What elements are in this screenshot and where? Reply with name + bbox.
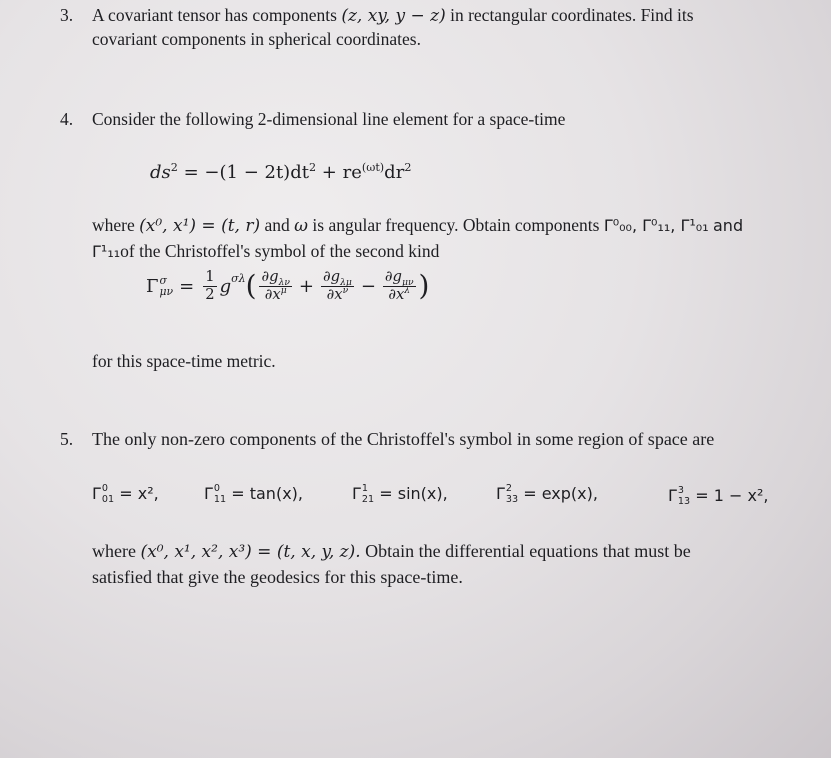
problem-5-line-1-end: Obtain the differential equations that must be: [365, 541, 691, 561]
problem-3-text-a: A covariant tensor has components: [92, 5, 337, 25]
where-text-a: where: [92, 215, 135, 235]
formula-gamma: Γ: [146, 275, 159, 297]
problem-4-where-line: [92, 214, 743, 237]
gamma-component-5: Γ 3 13 = 1 − x²,: [668, 485, 769, 507]
term2-num-sub: λμ: [340, 277, 352, 288]
term3-num-sub: μν: [402, 277, 414, 288]
half-denominator: 2: [205, 285, 215, 303]
line-element-lhs: ds: [150, 162, 171, 183]
term1-num-sub: λν: [278, 277, 290, 288]
half-numerator: 1: [205, 267, 215, 285]
line-element-rhs-c: dr: [384, 162, 405, 183]
term1-den-sup: μ: [280, 285, 287, 296]
term2-num: ∂g: [323, 267, 341, 285]
metric-g: g: [219, 275, 232, 297]
formula-minus: −: [360, 275, 376, 297]
problem-4-number: 4.: [60, 109, 74, 129]
problem-3-number: 3.: [60, 5, 74, 25]
problem-3-components: (z, xy, y − z): [341, 6, 446, 26]
problem-3-line-1: [92, 4, 694, 27]
problem-5-number: 5.: [60, 429, 74, 449]
problem-5-line-2: satisfied that give the geodesics for this space-time.: [92, 567, 463, 587]
formula-gamma-down: μν: [159, 285, 174, 298]
term1-num: ∂g: [261, 267, 279, 285]
where-text-c: is angular frequency. Obtain components: [312, 215, 600, 235]
gamma-component-1: Γ 0 01 = x²,: [92, 483, 159, 505]
gamma-111: Γ¹₁₁: [92, 242, 121, 261]
term2-den-sup: ν: [342, 285, 349, 296]
line-element-rhs-b: + re: [316, 162, 362, 183]
christoffel-formula: Γ σ μν = $\frac{1}{2}$ g $^{\sigma\lambda}$ ( $\frac{\partial g_{\lambda\nu}}{\partial x^\mu}$ + $\frac{\partial g_{\lambda\mu}}{\partial x^\nu}$ − $\frac{\partial g_{\mu\nu}}{\partial x^\lambda}$ ): [146, 267, 430, 303]
line-element-rhs-a: = −(1 − 2t)dt: [183, 162, 309, 183]
line-element-equation: $ds^2 = -(1 - 2t)dt^2 + re^{(\omega t)}dr^2$: [150, 161, 412, 183]
problem-3-text-b: in rectangular coordinates. Find its: [450, 5, 694, 25]
term2-den: ∂x: [326, 285, 343, 303]
gamma-component-3: Γ 1 21 = sin(x),: [352, 483, 448, 505]
problem-5-intro: The only non-zero components of the Christoffel's symbol in some region of space are: [92, 429, 715, 449]
formula-equals: =: [179, 275, 195, 297]
term3-num: ∂g: [384, 267, 402, 285]
problem-4-line-2-text: of the Christoffel's symbol of the second kind: [120, 241, 440, 261]
coordinates-4d: (x⁰, x¹, x², x³) = (t, x, y, z).: [140, 542, 361, 562]
term1-den: ∂x: [264, 285, 281, 303]
gamma-component-4: Γ 2 33 = exp(x),: [496, 483, 598, 505]
where-text-b: and: [264, 215, 290, 235]
problem-4-line-2: [92, 240, 439, 263]
term3-den: ∂x: [388, 285, 405, 303]
problem-3-line-2: covariant components in spherical coordinates.: [92, 29, 421, 49]
formula-gamma-up: σ: [159, 273, 167, 287]
problem-5-where-line: [92, 540, 691, 563]
problem-4-closing: for this space-time metric.: [92, 351, 276, 371]
term3-den-sup: λ: [404, 285, 411, 296]
where-text-d: and: [713, 216, 744, 235]
omega-symbol: ω: [294, 216, 309, 236]
problem-4-intro: Consider the following 2-dimensional line element for a space-time: [92, 109, 566, 129]
line-element-exponent: (ωt): [361, 161, 385, 174]
gamma-component-2: Γ 0 11 = tan(x),: [204, 483, 303, 505]
coordinates-2d: (x⁰, x¹) = (t, r): [139, 216, 261, 236]
requested-gammas: Γ⁰₀₀, Γ⁰₁₁, Γ¹₀₁: [603, 216, 709, 235]
problem-5-where: where: [92, 541, 136, 561]
formula-plus: +: [298, 275, 315, 297]
